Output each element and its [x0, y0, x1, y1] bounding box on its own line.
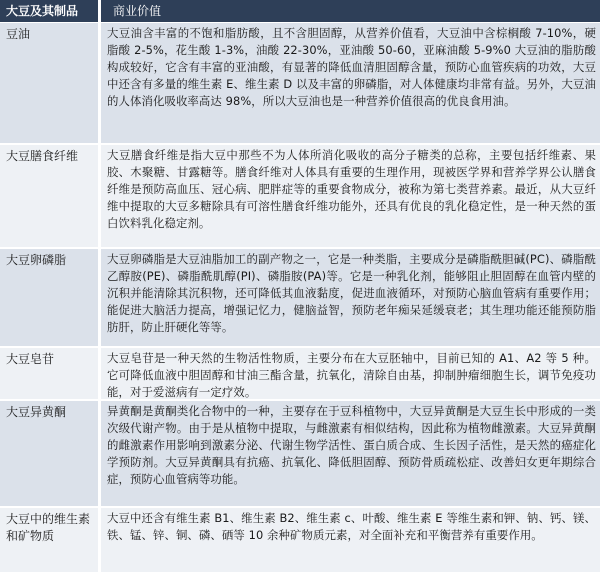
column-header-product: 大豆及其制品	[0, 0, 100, 22]
row-commercial-value: 大豆卵磷脂是大豆油脂加工的副产物之一，它是一种类脂，主要成分是磷脂酰胆碱(PC)、磷脂酰乙醇胺(PE)、磷脂酰肌醇(PI)、磷脂胺(PA)等。它是一种乳化剂，能够阻止胆固醇在血管内壁的沉积并能清除其沉积物，还可降低其血液黏度，促进血液循环，对预防心脑血管病有重要作用；能促进大脑活力提高，增强记忆力，健脑益智，预防老年痴呆延缓衰老；其生理功能还能预防脂肪肝，防止肝硬化等等。	[101, 249, 600, 346]
row-product-name: 豆油	[0, 23, 100, 143]
row-commercial-value: 异黄酮是黄酮类化合物中的一种，主要存在于豆科植物中，大豆异黄酮是大豆生长中形成的一类次级代谢产物。由于是从植物中提取，与雌激素有相似结构，因此称为植物雌激素。大豆异黄酮的雌激素作用影响到激素分泌、代谢生物学活性、蛋白质合成、生长因子活性，是天然的癌症化学预防剂。大豆异黄酮具有抗癌、抗氧化、降低胆固醇、预防骨质疏松症、改善妇女更年期综合症，预防心血管病等功能。	[101, 401, 600, 506]
table-row	[0, 508, 600, 572]
table-header-row	[0, 0, 600, 22]
row-commercial-value: 大豆皂苷是一种天然的生物活性物质，主要分布在大豆胚轴中，目前已知的 A1、A2 等 5 种。它可降低血液中胆固醇和甘油三酯含量，抗氧化，清除自由基，抑制肿瘤细胞生长，调节免疫功能，对于爱滋病有一定疗效。	[101, 348, 600, 399]
table-row	[0, 348, 600, 400]
row-product-name: 大豆膳食纤维	[0, 145, 100, 247]
row-commercial-value: 大豆中还含有维生素 B1、维生素 B2、维生素 c、叶酸、维生素 E 等维生素和钾、钠、钙、镁、铁、锰、锌、铜、磷、硒等 10 余种矿物质元素，对全面补充和平衡营养有重要作用。	[101, 508, 600, 572]
row-product-name: 大豆皂苷	[0, 348, 100, 399]
row-commercial-value: 大豆油含丰富的不饱和脂肪酸，且不含胆固醇，从营养价值看，大豆油中含棕榈酸 7-10%，硬脂酸 2-5%，花生酸 1-3%，油酸 22-30%，亚油酸 50-60，亚麻油酸 5-9%0 大豆油的脂肪酸构成较好，它含有丰富的亚油酸，有显著的降低血清胆固醇含量，预防心血管疾病的功效，大豆中还含有多量的维生素 E、维生素 D 以及丰富的卵磷脂，对人体健康均非常有益。另外，大豆油的人体消化吸收率高达 98%，所以大豆油也是一种营养价值很高的优良食用油。	[101, 23, 600, 143]
table-row	[0, 249, 600, 347]
row-product-name: 大豆卵磷脂	[0, 249, 100, 346]
column-header-commercial-value: 商业价值	[101, 0, 600, 22]
table-row	[0, 23, 600, 144]
row-product-name: 大豆中的维生素和矿物质	[0, 508, 100, 572]
table-row	[0, 401, 600, 507]
row-commercial-value: 大豆膳食纤维是指大豆中那些不为人体所消化吸收的高分子糖类的总称，主要包括纤维素、果胶、木聚糖、甘露糖等。膳食纤维对人体具有重要的生理作用，现被医学界和营养学界公认膳食纤维是预防高血压、冠心病、肥胖症等的重要食物成分，被称为第七类营养素。最近，从大豆纤维中提取的大豆多糖除具有可溶性膳食纤维功能外，还具有优良的乳化稳定性，是一种天然的蛋白饮料乳化稳定剂。	[101, 145, 600, 247]
table-row	[0, 145, 600, 248]
row-product-name: 大豆异黄酮	[0, 401, 100, 506]
